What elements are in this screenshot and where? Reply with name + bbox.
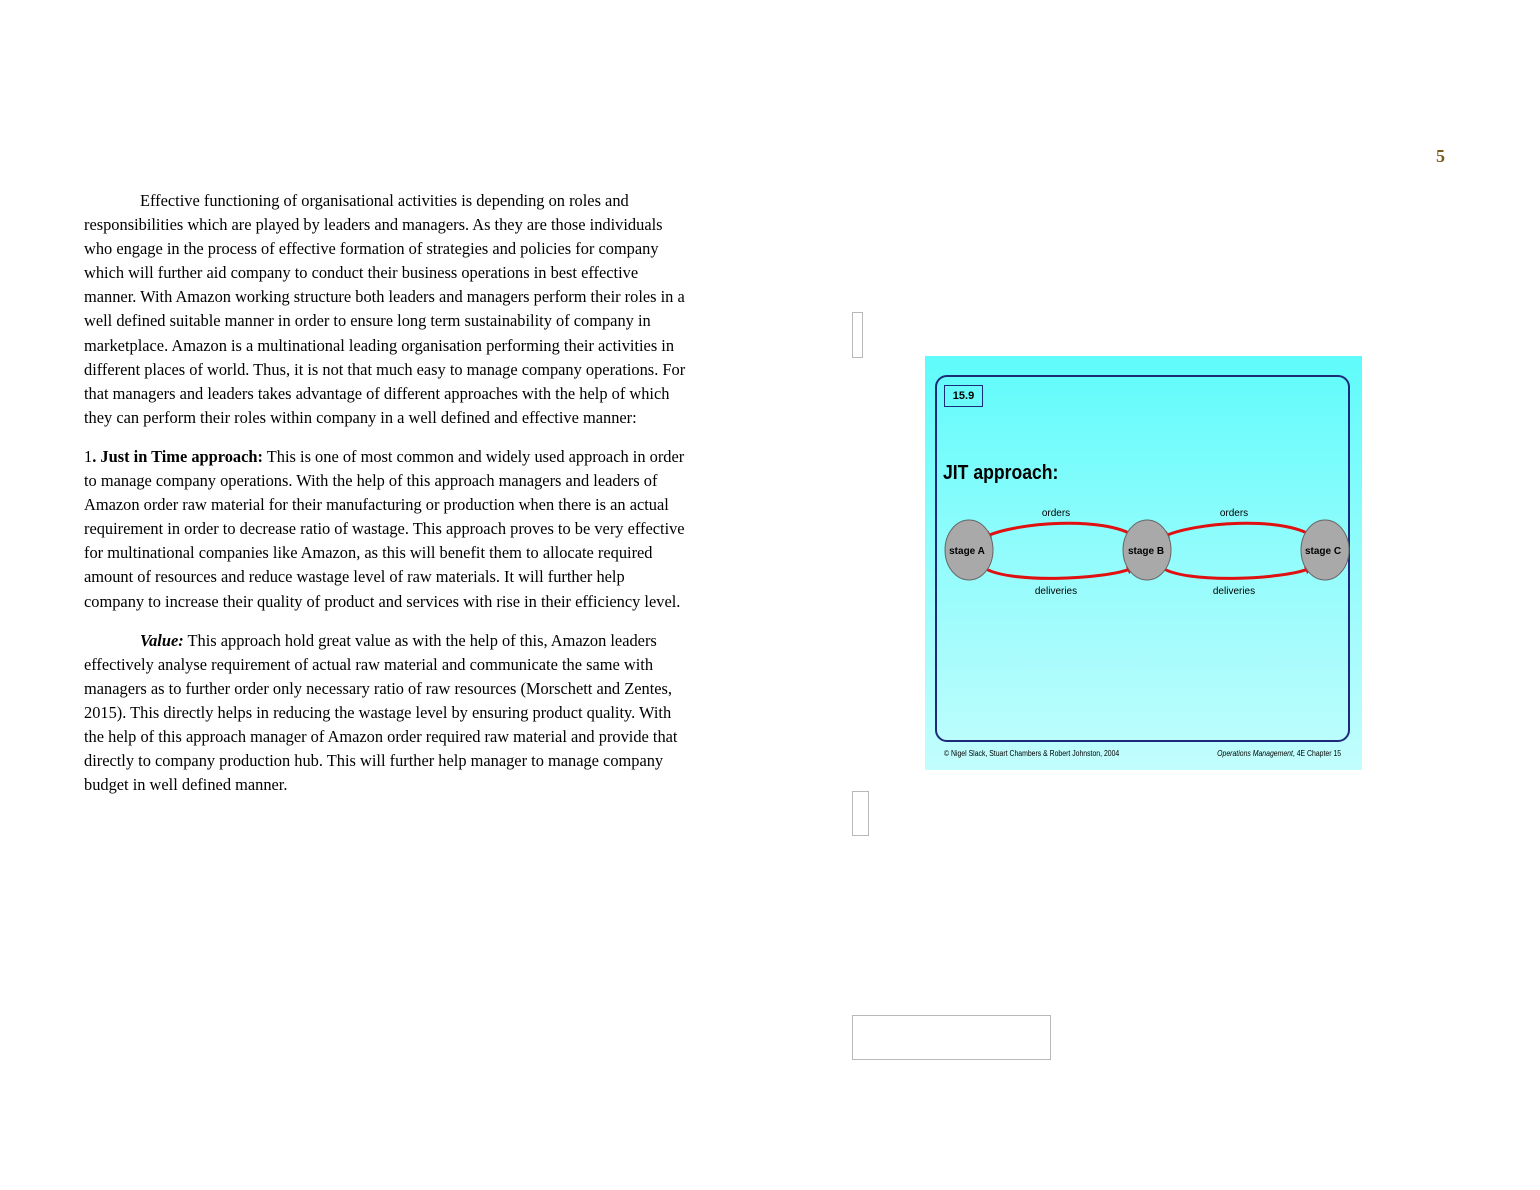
jit-text: This is one of most common and widely used approach in order to manage company operations. With the help of this approach managers and leaders of Amazon order raw material for their manufacturing or production when there is an actual requirement in order to decrease ratio of wastage. This approach proves to be very effective for multinational companies like Amazon, as this will benefit them to allocate required amount of resources and reduce wastage level of raw materials. It will further help company to increase their quality of product and services with rise in their efficiency level. xyxy=(84,446,685,611)
deliveries-arrow-a-to-b xyxy=(983,567,1133,578)
jit-heading: . Just in Time approach: xyxy=(92,446,263,466)
slide-title: JIT approach: xyxy=(943,462,1059,484)
deliveries-label-1: deliveries xyxy=(1034,586,1078,597)
text-frame-middle xyxy=(852,791,869,836)
jit-number: 1 xyxy=(84,446,93,466)
jit-diagram-figure xyxy=(925,356,1362,770)
deliveries-arrow-b-to-c xyxy=(1161,567,1311,578)
slide-copyright: © Nigel Slack, Stuart Chambers & Robert Johnston, 2004 xyxy=(944,749,1120,758)
book-title: Operations Management xyxy=(1217,749,1293,758)
stage-b-label: stage B xyxy=(1127,546,1165,557)
slide-source xyxy=(1217,749,1341,758)
jit-flow-diagram xyxy=(925,356,1362,770)
text-frame-top xyxy=(852,312,863,358)
deliveries-label-2: deliveries xyxy=(1212,586,1256,597)
orders-label-1: orders xyxy=(1041,508,1071,519)
stage-a-label: stage A xyxy=(949,546,985,557)
document-body xyxy=(84,189,688,812)
intro-paragraph: Effective functioning of organisational activities is depending on roles and responsibilities which are played by leaders and managers. As they are those individuals who engage in the process of effective formation of strategies and policies for company which will further aid company to conduct their business operations in best effective manner. With Amazon working structure both leaders and managers perform their roles in a well defined suitable manner in order to ensure long term sustainability of company in marketplace. Amazon is a multinational leading organisation performing their activities in different places of world. Thus, it is not that much easy to manage company operations. For that managers and leaders takes advantage of different approaches with the help of which they can perform their roles within company in a well defined and effective manner: xyxy=(84,191,686,427)
stage-c-label: stage C xyxy=(1304,546,1342,557)
value-paragraph xyxy=(84,629,688,798)
text-frame-bottom xyxy=(852,1015,1051,1060)
jit-paragraph xyxy=(84,445,688,614)
slide-number: 15.9 xyxy=(944,385,983,407)
value-heading: Value: xyxy=(140,630,184,650)
orders-arrow-c-to-b xyxy=(1163,523,1312,537)
page-number: 5 xyxy=(1436,146,1445,166)
orders-label-2: orders xyxy=(1219,508,1249,519)
orders-arrow-b-to-a xyxy=(985,523,1134,537)
value-text: This approach hold great value as with the help of this, Amazon leaders effectively analyse requirement of actual raw material and communicate the same with managers as to further order only necessary ratio of raw resources (Morschett and Zentes, 2015). This directly helps in reducing the wastage level by ensuring product quality. With the help of this approach manager of Amazon order required raw material and provide that directly to company production hub. This will further help manager to manage company budget in well defined manner. xyxy=(84,630,678,795)
book-chapter: , 4E Chapter 15 xyxy=(1292,749,1341,758)
